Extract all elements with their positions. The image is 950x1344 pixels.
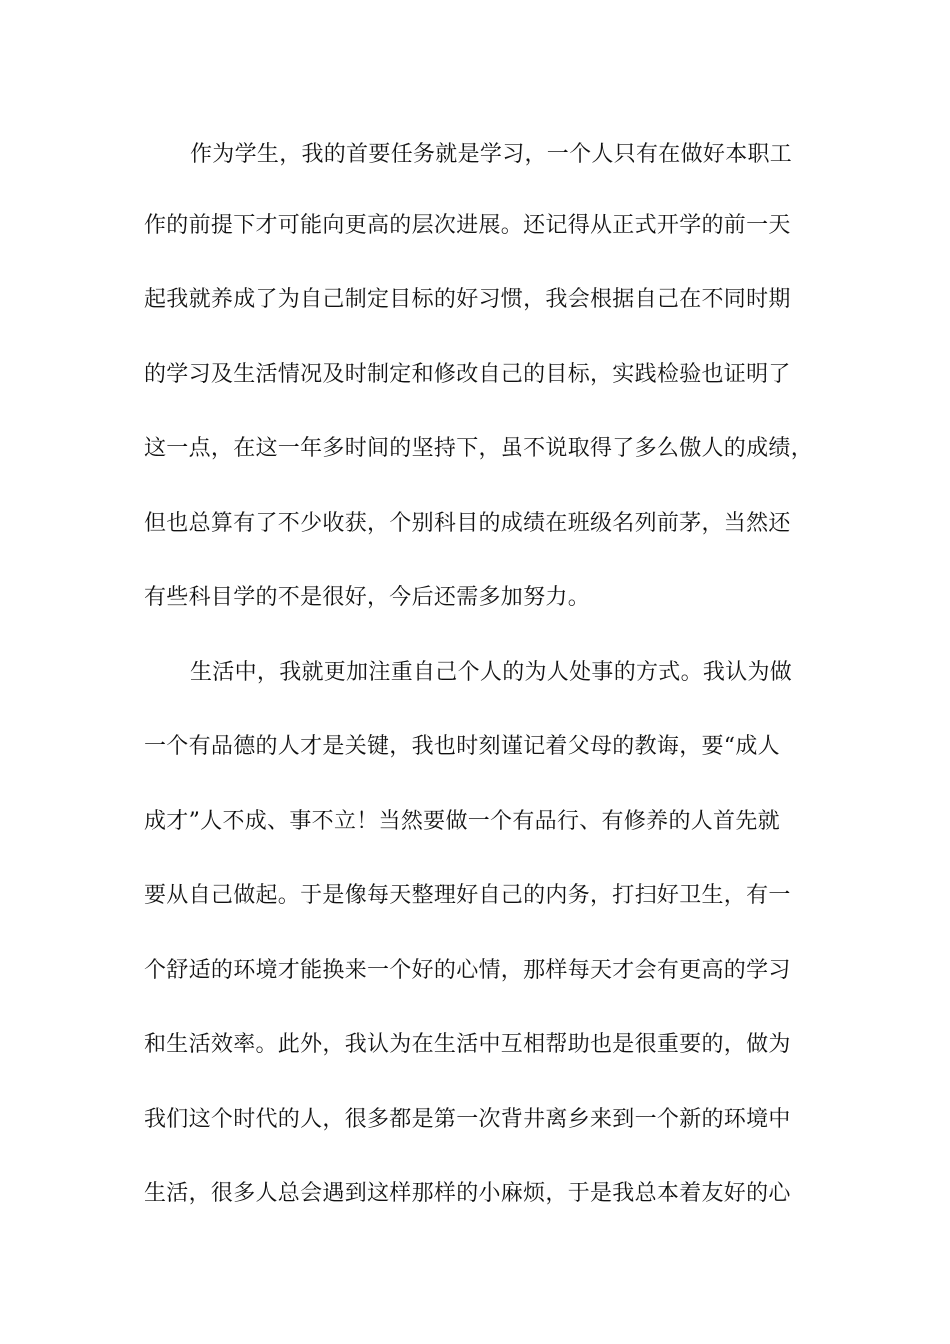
paragraph-1-line-4: 的学习及生活情况及时制定和修改自己的目标，实践检验也证明了 <box>144 362 791 387</box>
paragraph-1-line-1: 作为学生，我的首要任务就是学习，一个人只有在做好本职工 <box>190 142 793 167</box>
paragraph-2-line-1: 生活中，我就更加注重自己个人的为人处事的方式。我认为做 <box>190 660 793 685</box>
paragraph-1-line-7: 有些科目学的不是很好，今后还需多加努力。 <box>144 585 591 610</box>
paragraph-2-line-4: 要从自己做起。于是像每天整理好自己的内务，打扫好卫生，有一 <box>144 883 791 908</box>
paragraph-2-line-6: 和生活效率。此外，我认为在生活中互相帮助也是很重要的，做为 <box>144 1032 791 1057</box>
paragraph-1-line-2: 作的前提下才可能向更高的层次进展。还记得从正式开学的前一天 <box>144 213 791 238</box>
paragraph-1-line-5: 这一点，在这一年多时间的坚持下，虽不说取得了多么傲人的成绩， <box>144 436 814 461</box>
paragraph-2-line-7: 我们这个时代的人，很多都是第一次背井离乡来到一个新的环境中 <box>144 1107 791 1132</box>
paragraph-1-line-6: 但也总算有了不少收获，个别科目的成绩在班级名列前茅，当然还 <box>144 511 791 536</box>
paragraph-2-line-2: 一个有品德的人才是关键，我也时刻谨记着父母的教诲，要“成人 <box>144 734 780 759</box>
paragraph-2-line-3: 成才”人不成、事不立！当然要做一个有品行、有修养的人首先就 <box>144 809 780 834</box>
paragraph-2-line-8: 生活，很多人总会遇到这样那样的小麻烦，于是我总本着友好的心 <box>144 1181 791 1206</box>
paragraph-1-line-3: 起我就养成了为自己制定目标的好习惯，我会根据自己在不同时期 <box>144 287 791 312</box>
paragraph-2-line-5: 个舒适的环境才能换来一个好的心情，那样每天才会有更高的学习 <box>144 958 791 983</box>
